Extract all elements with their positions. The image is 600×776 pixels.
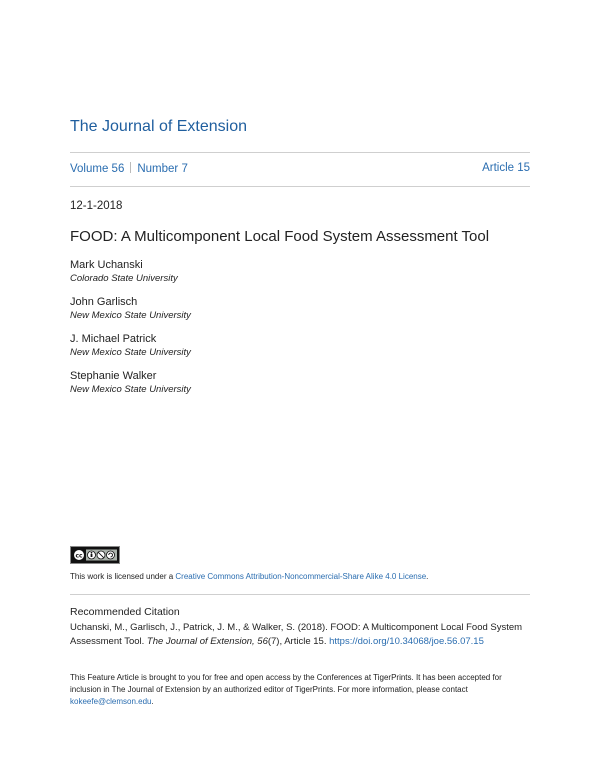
cc-by-nc-sa-icon[interactable] xyxy=(70,546,120,564)
license-link[interactable]: Creative Commons Attribution-Noncommercial-Share Alike 4.0 License xyxy=(175,572,427,581)
svg-text:cc: cc xyxy=(75,552,83,560)
number-link[interactable]: Number 7 xyxy=(137,163,188,175)
author-affiliation: New Mexico State University xyxy=(70,310,191,321)
footer-suffix: . xyxy=(151,697,154,706)
journal-title[interactable]: The Journal of Extension xyxy=(70,118,247,135)
license-statement xyxy=(70,572,428,581)
author-block xyxy=(70,258,178,285)
license-suffix: . xyxy=(426,572,429,581)
top-divider xyxy=(70,152,530,153)
issue-info xyxy=(70,162,530,178)
access-footer xyxy=(70,672,530,708)
author-name: Mark Uchanski xyxy=(70,259,143,271)
contact-email-link[interactable]: kokeefe@clemson.edu xyxy=(70,697,152,706)
author-block xyxy=(70,332,191,359)
citation-heading: Recommended Citation xyxy=(70,606,180,618)
issue-links xyxy=(70,162,188,175)
meta-separator xyxy=(130,162,131,173)
author-block xyxy=(70,295,191,322)
citation-part2: (7), Article 15. xyxy=(267,636,330,647)
article-title: FOOD: A Multicomponent Local Food System Assessment Tool xyxy=(70,228,490,245)
volume-link[interactable]: Volume 56 xyxy=(70,163,125,175)
meta-divider xyxy=(70,186,530,187)
author-affiliation: New Mexico State University xyxy=(70,384,191,395)
footer-text: This Feature Article is brought to you for free and open access by the Conferences at TigerPrints. It has been accepted for inclusion in The Journal of Extension by an authorized editor of TigerPrints. For more information, please contact xyxy=(70,673,502,694)
article-link[interactable]: Article 15 xyxy=(482,162,530,174)
license-prefix: This work is licensed under a xyxy=(70,572,176,581)
author-name: J. Michael Patrick xyxy=(70,333,157,345)
doi-link[interactable]: https://doi.org/10.34068/joe.56.07.15 xyxy=(329,636,484,647)
author-affiliation: Colorado State University xyxy=(70,273,178,284)
license-divider xyxy=(70,594,530,595)
author-block xyxy=(70,369,191,396)
author-affiliation: New Mexico State University xyxy=(70,347,191,358)
author-name: John Garlisch xyxy=(70,296,138,308)
cc-badge-graphic xyxy=(72,548,118,562)
citation-journal: The Journal of Extension, 56 xyxy=(146,636,268,647)
author-name: Stephanie Walker xyxy=(70,370,157,382)
citation-part1: Uchanski, M., Garlisch, J., Patrick, J. M., & Walker, S. (2018). FOOD: A Multicomponent Local Food System Assessment Tool. xyxy=(70,622,523,647)
publication-date: 12-1-2018 xyxy=(70,200,123,212)
citation-text xyxy=(70,621,540,649)
